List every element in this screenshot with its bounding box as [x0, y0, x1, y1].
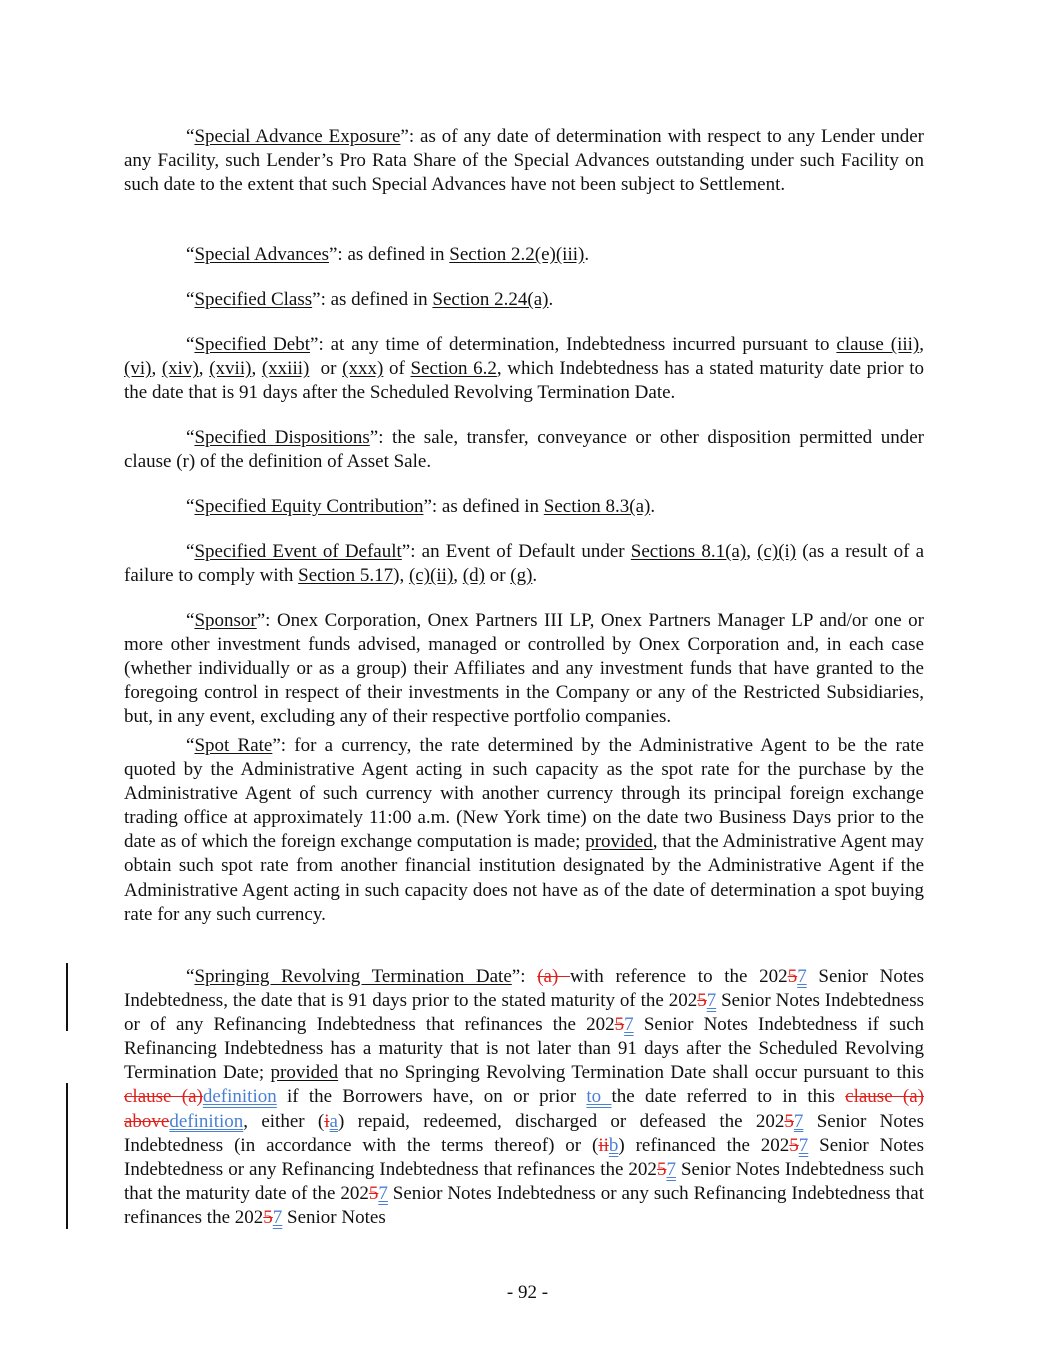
separator: or	[484, 565, 511, 587]
definition-text: : the sale, transfer, conveyance or other disposition permitted under clause (r) of the definition of Asset Sale.	[124, 427, 924, 473]
definition-text: Senior Notes Indebtedness or any Refinancing Indebtedness that refinances the 202	[124, 1134, 924, 1180]
clause-reference: (xvii)	[209, 358, 252, 380]
deleted-text: 5	[263, 1206, 273, 1228]
definition-specified-debt: “Specified Debt”: at any time of determination, Indebtedness incurred pursuant to clause (iii), (vi), (xiv), (xvii), (xxiii) or (xxx) of Section 6.2, which Indebtedness has a stated maturity date prior to the date that is 91 days after the Scheduled Revolving Termination Date.	[124, 334, 925, 404]
inserted-text: 7	[272, 1206, 283, 1228]
change-bar	[66, 1083, 68, 1229]
inserted-text: definition	[202, 1086, 277, 1108]
definition-text: Senior Notes Indebtedness (in accordance with the terms thereof) or (	[124, 1110, 925, 1156]
definition-text: that no Springing Revolving Termination Date shall occur pursuant to this	[338, 1062, 924, 1084]
deleted-text: (a)	[537, 966, 570, 987]
page-number: - 92 -	[506, 1282, 549, 1303]
clause-reference: (c)(i)	[757, 541, 797, 562]
definition-text: with reference to the 202	[569, 966, 788, 987]
section-reference: Sections 8.1(a)	[630, 541, 747, 562]
clause-reference: (d)	[462, 565, 485, 587]
deleted-text: i	[324, 1110, 330, 1132]
deleted-text: 5	[787, 966, 798, 987]
definition-special-advance-exposure: “Special Advance Exposure”: as of any date of determination with respect to any Lender under any Facility, such Lender’s Pro Rata Share of the Special Advances outstanding under such Facility on such date to the extent that such Special Advances have not been subject to Settlement.	[124, 126, 924, 196]
definition-text: , that the Administrative Agent may obtain such spot rate from another financial institution designated by the Administrative Agent if the Administrative Agent acting in such capacity does not have as of the date of determination a spot buying rate for any such currency.	[124, 831, 924, 925]
clause-reference: (g)	[510, 565, 533, 587]
deleted-text: ii	[598, 1134, 609, 1156]
section-reference: Section 6.2	[410, 358, 497, 380]
section-reference: Section 2.2(e)(iii)	[449, 244, 585, 265]
inserted-text: 7	[797, 966, 807, 987]
definition-text: .	[548, 289, 554, 310]
separator: ,	[453, 565, 463, 587]
deleted-text: clause (a) above	[124, 1086, 924, 1132]
clause-reference: (c)(ii)	[408, 565, 454, 587]
definition-text: ) refinanced the 202	[618, 1134, 790, 1156]
defined-term: Specified Class	[194, 289, 313, 310]
definition-text: , either (	[243, 1110, 325, 1132]
deleted-text: 5	[697, 990, 707, 1012]
definition-text: : as of any date of determination with respect to any Lender under any Facility, such Lender’s Pro Rata Share of the Special Advances outstanding under such Facility on such date to the extent that such Special Advances have not been subject to Settlement.	[124, 126, 924, 196]
deleted-text: 5	[614, 1014, 625, 1036]
separator: ,	[251, 358, 262, 380]
defined-term: Sponsor	[194, 610, 257, 631]
definition-specified-event-of-default: “Specified Event of Default”: an Event of Default under Sections 8.1(a), (c)(i) (as a result of a failure to comply with Section 5.17), (c)(ii), (d) or (g).	[124, 541, 925, 587]
defined-term: Specified Event of Default	[194, 541, 402, 562]
inserted-text: 7	[706, 990, 717, 1012]
definition-text: :	[520, 966, 538, 987]
defined-term: Spot Rate	[194, 735, 273, 756]
definition-text: : as defined in	[431, 496, 544, 517]
deleted-text: 5	[656, 1158, 667, 1180]
definition-specified-equity-contribution: “Specified Equity Contribution”: as defined in Section 8.3(a).	[186, 496, 656, 517]
definition-text: : as defined in	[320, 289, 433, 310]
definition-text: Senior Notes Indebtedness such that the maturity date of the 202	[124, 1158, 924, 1204]
definition-sponsor: “Sponsor”: Onex Corporation, Onex Partners III LP, Onex Partners Manager LP and/or one or more other investment funds advised, managed or controlled by Onex Corporation and, in each case (whether individually or as a group) their Affiliates and any investment funds that have granted to the foregoing control in respect of their investments in the Company or any of the Restricted Subsidiaries, but, in any event, excluding any of their respective portfolio companies.	[124, 610, 924, 728]
definition-text: .	[584, 244, 590, 265]
defined-term: Springing Revolving Termination Date	[194, 966, 512, 987]
separator: ,	[151, 358, 162, 380]
defined-term: Special Advance Exposure	[194, 126, 401, 147]
clause-reference: (xxx)	[342, 358, 384, 380]
clause-reference: (vi)	[124, 358, 152, 380]
inserted-text: 7	[666, 1158, 676, 1180]
definition-text: : for a currency, the rate determined by the Administrative Agent to be the rate quoted by the Administrative Agent acting in such capacity as the spot rate for the purchase by the Administrative Agent of such currency with another currency through its principal foreign exchange trading office at approximately 11:00 a.m. (New York time) on the date two Business Days prior to the date as of which the foreign exchange computation is made;	[124, 735, 924, 853]
section-reference: Section 2.24(a)	[432, 289, 549, 310]
clause-reference: (xxiii)	[261, 358, 310, 380]
inserted-text: definition	[169, 1110, 244, 1132]
defined-term: Specified Debt	[194, 334, 311, 355]
separator: of	[383, 358, 411, 380]
inserted-text: 7	[378, 1182, 388, 1204]
definition-text: ) repaid, redeemed, discharged or defeased the 202	[337, 1110, 785, 1132]
definition-text: : Onex Corporation, Onex Partners III LP, Onex Partners Manager LP and/or one or more other investment funds advised, managed or controlled by Onex Corporation and, in each case (whether individually or as a group) their Affiliates and any investment funds that have granted to the foregoing control in respect of their investments in the Company or any of the Restricted Subsidiaries, but, in any event, excluding any of their respective portfolio companies.	[124, 610, 924, 728]
inserted-text: b	[608, 1134, 619, 1156]
deleted-text: 5	[789, 1134, 799, 1156]
inserted-text: 7	[793, 1110, 804, 1132]
definition-text: .	[650, 496, 656, 517]
deleted-text: 5	[784, 1110, 794, 1132]
definition-text: the date referred to in this	[611, 1086, 846, 1108]
deleted-text: clause (a)	[124, 1086, 203, 1108]
inserted-text: 7	[624, 1014, 634, 1036]
clause-reference: clause (iii)	[836, 334, 920, 355]
definition-text: Senior Notes Indebtedness if such Refinancing Indebtedness has a maturity that is not later than 91 days after the Scheduled Revolving Termination Date;	[124, 1014, 924, 1084]
defined-term: Specified Dispositions	[194, 427, 370, 448]
section-reference: Section 5.17	[298, 565, 394, 587]
separator: ,	[198, 358, 210, 380]
separator: ,	[746, 541, 758, 562]
inserted-text: to	[586, 1086, 612, 1108]
defined-term: Special Advances	[194, 244, 329, 265]
inserted-text: 7	[798, 1134, 809, 1156]
separator: ),	[393, 565, 409, 587]
definition-text: Senior Notes Indebtedness, the date that is 91 days prior to the stated maturity of the 202	[124, 966, 925, 1012]
definition-text: Senior Notes Indebtedness or any such Refinancing Indebtedness that refinances the 202	[124, 1182, 924, 1228]
definition-springing-revolving-termination-date: “Springing Revolving Termination Date”: (a) with reference to the 20257 Senior Notes Indebtedness, the date that is 91 days prior to the stated maturity of the 20257 Senior Notes Indebtedness or of any Refinancing Indebtedness that refinances the 20257 Senior Notes Indebtedness if such Refinancing Indebtedness has a maturity that is not later than 91 days after the Scheduled Revolving Termination Date; provided that no Springing Revolving Termination Date shall occur pursuant to this clause (a)definition if the Borrowers have, on or prior to the date referred to in this clause (a) abovedefinition, either (ia) repaid, redeemed, discharged or defeased the 20257 Senior Notes Indebtedness (in accordance with the terms thereof) or (iib) refinanced the 20257 Senior Notes Indebtedness or any Refinancing Indebtedness that refinances the 20257 Senior Notes Indebtedness such that the maturity date of the 20257 Senior Notes Indebtedness or any such Refinancing Indebtedness that refinances the 20257 Senior Notes	[124, 966, 925, 1228]
deleted-text: 5	[368, 1182, 379, 1204]
proviso-term: provided	[585, 831, 653, 853]
section-reference: Section 8.3(a)	[543, 496, 651, 517]
definition-text: .	[532, 565, 538, 587]
separator: or	[309, 358, 343, 380]
definition-text: Senior Notes Indebtedness or of any Refinancing Indebtedness that refinances the 202	[124, 990, 924, 1036]
separator: ,	[919, 334, 924, 355]
definition-text: : as defined in	[337, 244, 450, 265]
definition-text: Senior Notes	[282, 1206, 386, 1228]
defined-term: Specified Equity Contribution	[194, 496, 424, 517]
definition-spot-rate: “Spot Rate”: for a currency, the rate determined by the Administrative Agent to be the rate quoted by the Administrative Agent acting in such capacity as the spot rate for the purchase by the Administrative Agent of such currency with another currency through its principal foreign exchange trading office at approximately 11:00 a.m. (New York time) on the date two Business Days prior to the date as of which the foreign exchange computation is made; provided, that the Administrative Agent may obtain such spot rate from another financial institution designated by the Administrative Agent if the Administrative Agent acting in such capacity does not have as of the date of determination a spot buying rate for any such currency.	[124, 735, 924, 925]
definition-text: , which Indebtedness has a stated maturity date prior to the date that is 91 days after the Scheduled Revolving Termination Date.	[124, 358, 925, 404]
definition-specified-class: “Specified Class”: as defined in Section 2.24(a).	[186, 289, 554, 310]
definition-text: if the Borrowers have, on or prior	[276, 1086, 587, 1108]
definition-special-advances: “Special Advances”: as defined in Section 2.2(e)(iii).	[186, 244, 590, 265]
definition-text: (as a result of a failure to comply with	[124, 541, 925, 587]
inserted-text: a	[329, 1110, 338, 1132]
clause-reference: (xiv)	[161, 358, 199, 380]
change-bar	[66, 963, 68, 1031]
definition-text: : an Event of Default under	[410, 541, 631, 562]
definition-text: : at any time of determination, Indebtedness incurred pursuant to	[318, 334, 837, 355]
definition-specified-dispositions: “Specified Dispositions”: the sale, transfer, conveyance or other disposition permitted under clause (r) of the definition of Asset Sale.	[124, 427, 924, 473]
proviso-term: provided	[270, 1062, 339, 1084]
